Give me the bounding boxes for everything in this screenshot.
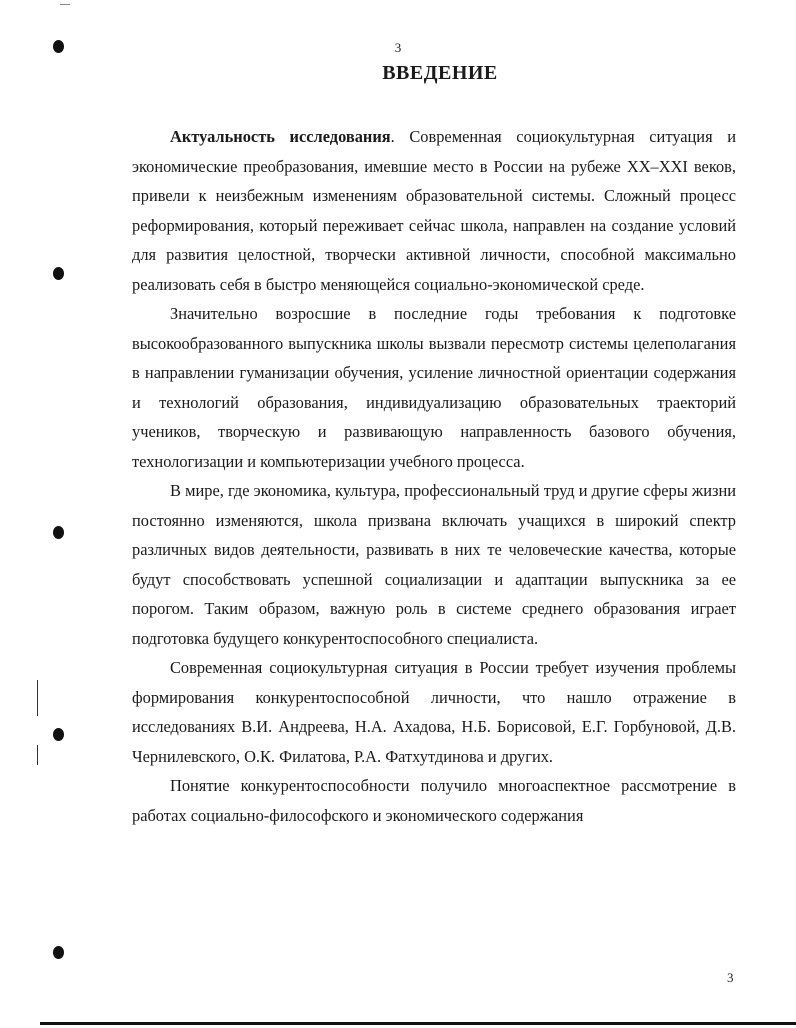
punch-hole — [53, 728, 64, 741]
page-number-bottom: 3 — [727, 970, 734, 985]
paragraph: Современная социокультурная ситуация в России требует изучения проблемы формирования конкурентоспособной личности, что нашло отражение в исследованиях В.И. Андреева, Н.А. Ахадова, Н.Б. Борисовой, Е.Г. Горбуновой, Д.В. Чернилевского, О.К. Филатова, Р.А. Фатхутдинова и других. — [132, 658, 736, 766]
punch-hole — [53, 267, 64, 280]
paragraph: В мире, где экономика, культура, профессиональный труд и другие сферы жизни постоянно изменяются, школа призвана включать учащихся в широкий спектр различных видов деятельности, развивать в них те человеческие качества, которые будут способствовать успешной социализации и адаптации выпускника за ее порогом. Таким образом, важную роль в системе среднего образования играет подготовка будущего конкурентоспособного специалиста. — [132, 481, 736, 648]
scan-mark — [60, 4, 70, 5]
bottom-rule — [40, 1022, 796, 1025]
punch-hole — [53, 946, 64, 959]
paragraph — [132, 122, 736, 299]
paragraph: Значительно возросшие в последние годы требования к подготовке высокообразованного выпускника школы вызвали пересмотр системы целеполагания в направлении гуманизации обучения, усиление личностной ориентации содержания и технологий образования, индивидуализацию образовательных траекторий учеников, творческую и развивающую направленность базового обучения, технологизации и компьютеризации учебного процесса. — [132, 304, 736, 471]
punch-hole — [53, 526, 64, 539]
margin-line — [37, 745, 38, 765]
paragraph-lead: Актуальность исследования — [170, 127, 391, 146]
page-number-top: 3 — [394, 40, 402, 55]
margin-line — [37, 680, 38, 716]
paragraph: Понятие конкурентоспособности получило многоаспектное рассмотрение в работах социально-философского и экономического содержания — [132, 776, 736, 825]
body-text — [132, 122, 736, 830]
section-title: ВВЕДЕНИЕ — [382, 62, 498, 84]
paragraph-text: . Современная социокультурная ситуация и экономические преобразования, имевшие место в России на рубеже XX–XXI веков, привели к неизбежным изменениям образовательной системы. Сложный процесс реформирования, который переживает сейчас школа, направлен на создание условий для развития целостной, творчески активной личности, способной максимально реализовать себя в быстро меняющейся социально-экономической среде. — [132, 127, 736, 294]
